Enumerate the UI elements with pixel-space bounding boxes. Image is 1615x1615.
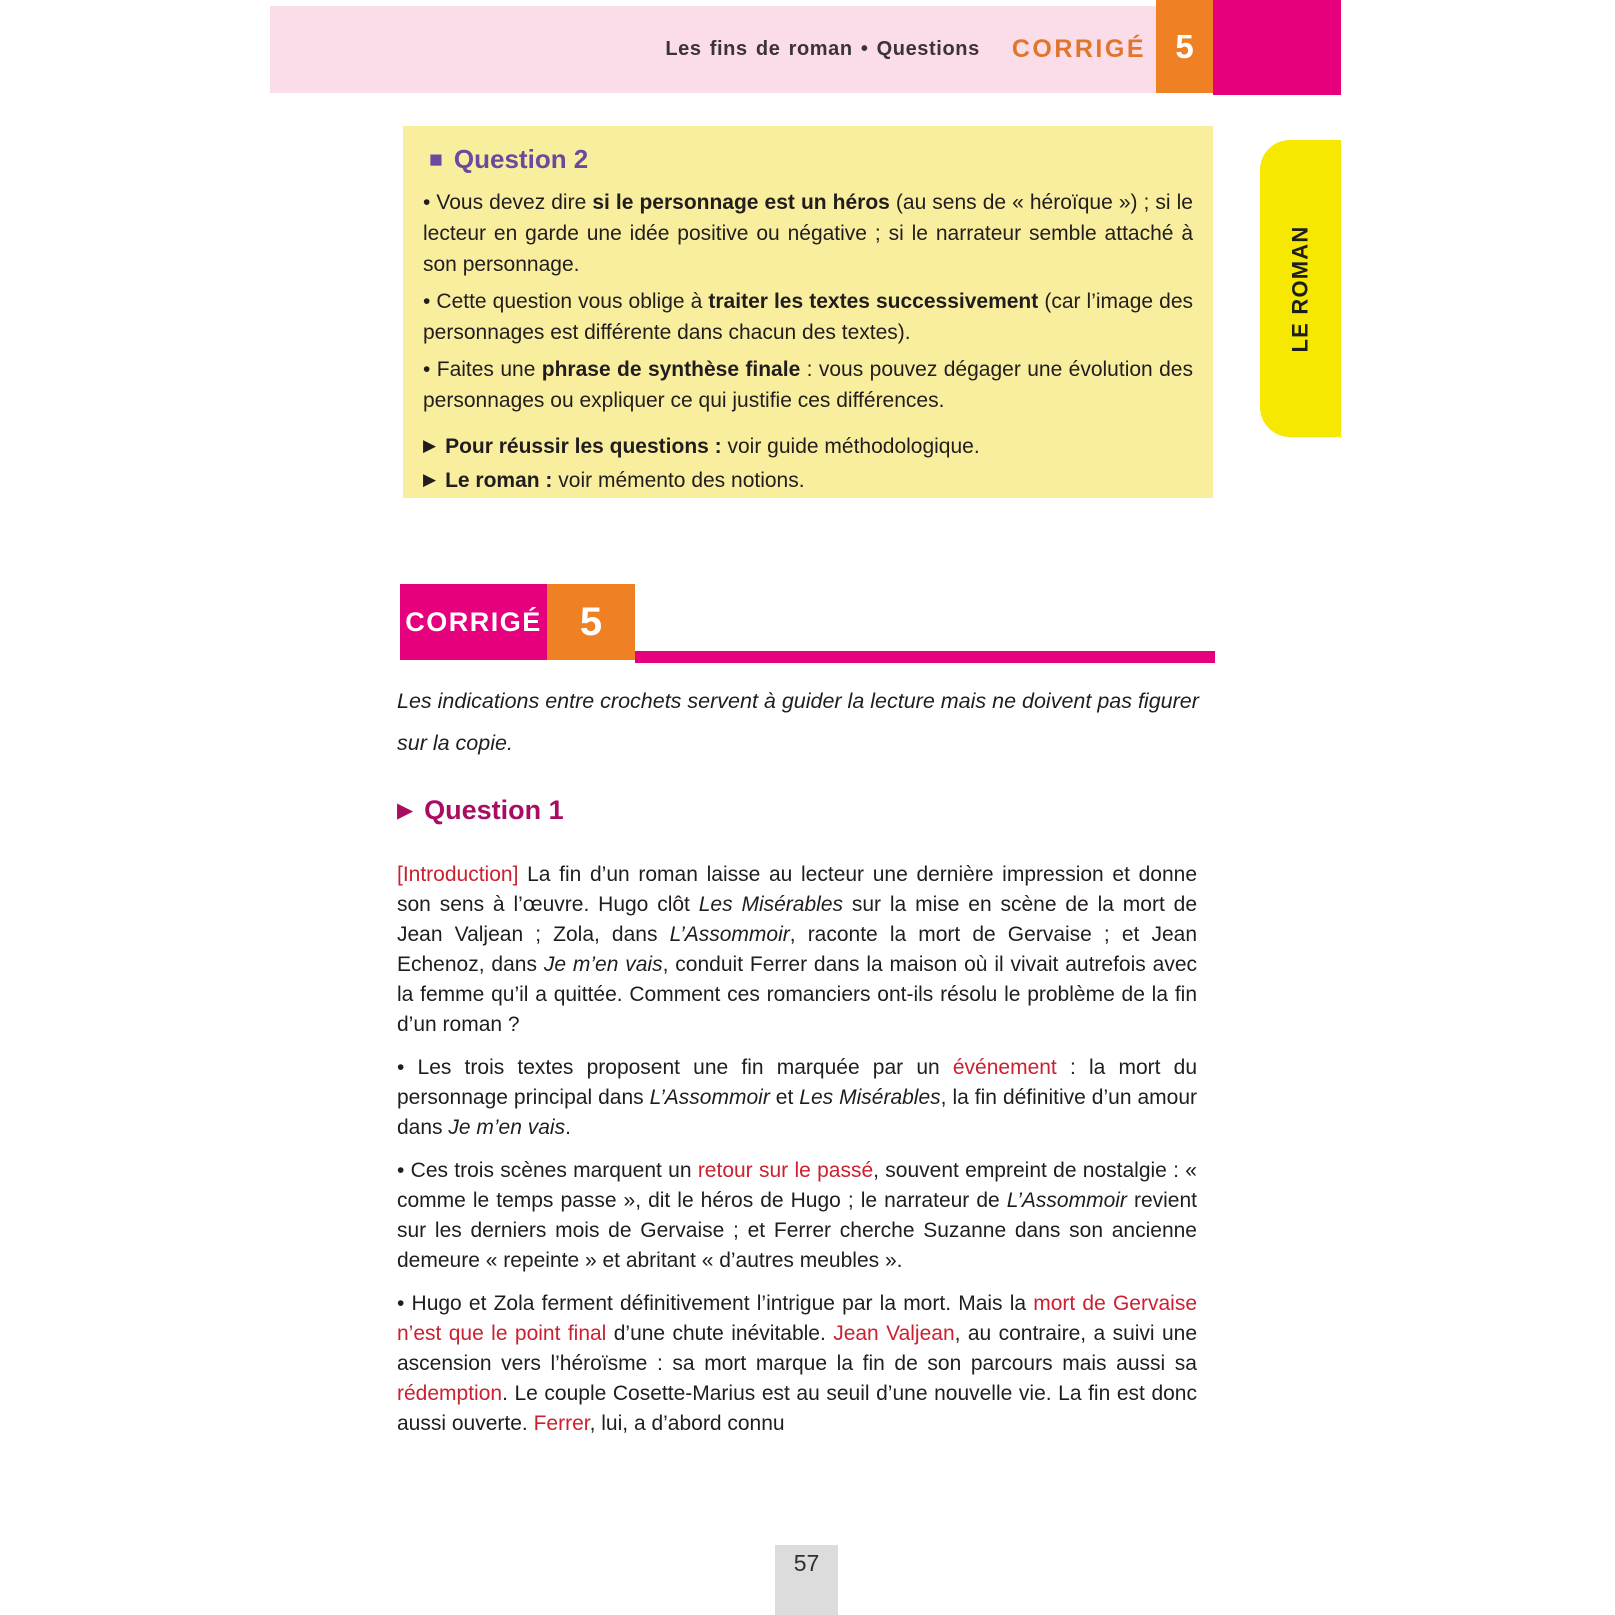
header-band bbox=[270, 6, 1156, 93]
answer-paragraph: • Ces trois scènes marquent un retour sur le passé, souvent empreint de nostalgie : « comme le temps passe », dit le héros de Hugo ; le narrateur de L’Assommoir revient sur les derniers mois de Gervaise ; et Ferrer cherche Suzanne dans son ancienne demeure « repeinte » et abritant « d’autres meubles ». bbox=[397, 1159, 1197, 1272]
question2-bullet: • Faites une phrase de synthèse finale : vous pouvez dégager une évolution des personnages ou expliquer ce qui justifie ces différences. bbox=[423, 358, 1193, 412]
corrige-banner-rule bbox=[635, 651, 1215, 663]
answer-paragraph: [Introduction] La fin d’un roman laisse au lecteur une dernière impression et donne son sens à l’œuvre. Hugo clôt Les Misérables sur la mise en scène de la mort de Jean Valjean ; Zola, dans L’Assommoir, raconte la mort de Gervaise ; et Jean Echenoz, dans Je m’en vais, conduit Ferrer dans la maison où il vivait autrefois avec la femme qu’il a quittée. Comment ces romanciers ont-ils résolu le problème de la fin d’un roman ? bbox=[397, 863, 1197, 1036]
side-tab-le-roman bbox=[1260, 140, 1341, 437]
question2-heading-text: Question 2 bbox=[453, 144, 589, 174]
header-magenta-block bbox=[1213, 0, 1341, 95]
bracket-note: Les indications entre crochets servent à guider la lecture mais ne doivent pas figurer sur la copie. bbox=[397, 689, 1199, 755]
header-exercise-number-text: 5 bbox=[1175, 27, 1194, 65]
side-tab-label: LE ROMAN bbox=[1287, 225, 1313, 352]
corrige-banner-number-box bbox=[547, 584, 635, 660]
question1-heading bbox=[397, 795, 564, 826]
corrige-banner-number: 5 bbox=[579, 599, 603, 644]
question2-bullet: • Cette question vous oblige à traiter les textes successivement (car l’image des personnages est différente dans chacun des textes). bbox=[423, 290, 1193, 344]
pointer-line: ▶ Pour réussir les questions : voir guide méthodologique. bbox=[423, 435, 980, 458]
pointer-line: ▶ Le roman : voir mémento des notions. bbox=[423, 469, 805, 492]
page-number-box bbox=[775, 1545, 838, 1615]
answer-paragraph: • Hugo et Zola ferment définitivement l’intrigue par la mort. Mais la mort de Gervaise n’est que le point final d’une chute inévitable. Jean Valjean, au contraire, a suivi une ascension vers l’héroïsme : sa mort marque la fin de son parcours mais aussi sa rédemption. Le couple Cosette-Marius est au seuil d’une nouvelle vie. La fin est donc aussi ouverte. Ferrer, lui, a d’abord connu bbox=[397, 1292, 1198, 1435]
question2-bullet: • Vous devez dire si le personnage est un héros (au sens de « héroïque ») ; si le lecteur en garde une idée positive ou négative ; si le narrateur semble attaché à son personnage. bbox=[423, 191, 1193, 276]
header-exercise-number bbox=[1156, 0, 1213, 93]
question2-heading bbox=[429, 144, 1193, 175]
corrige-banner-label-box bbox=[400, 584, 547, 660]
breadcrumb: Les fins de roman • Questions bbox=[665, 38, 980, 60]
page-number: 57 bbox=[793, 1550, 820, 1576]
corrige-banner-label: CORRIGÉ bbox=[405, 606, 542, 637]
question1-heading-text: Question 1 bbox=[424, 795, 564, 825]
question1-answer bbox=[397, 860, 1197, 1452]
question2-advice-box bbox=[403, 126, 1213, 498]
square-bullet-icon: ■ bbox=[429, 146, 443, 172]
corrige-banner bbox=[400, 584, 1215, 663]
question2-pointers bbox=[423, 431, 1193, 497]
header-corrige-label: CORRIGÉ bbox=[1011, 35, 1146, 63]
answer-paragraph: • Les trois textes proposent une fin marquée par un événement : la mort du personnage principal dans L’Assommoir et Les Misérables, la fin définitive d’un amour dans Je m’en vais. bbox=[397, 1056, 1197, 1139]
triangle-bullet-icon: ▶ bbox=[397, 799, 414, 822]
